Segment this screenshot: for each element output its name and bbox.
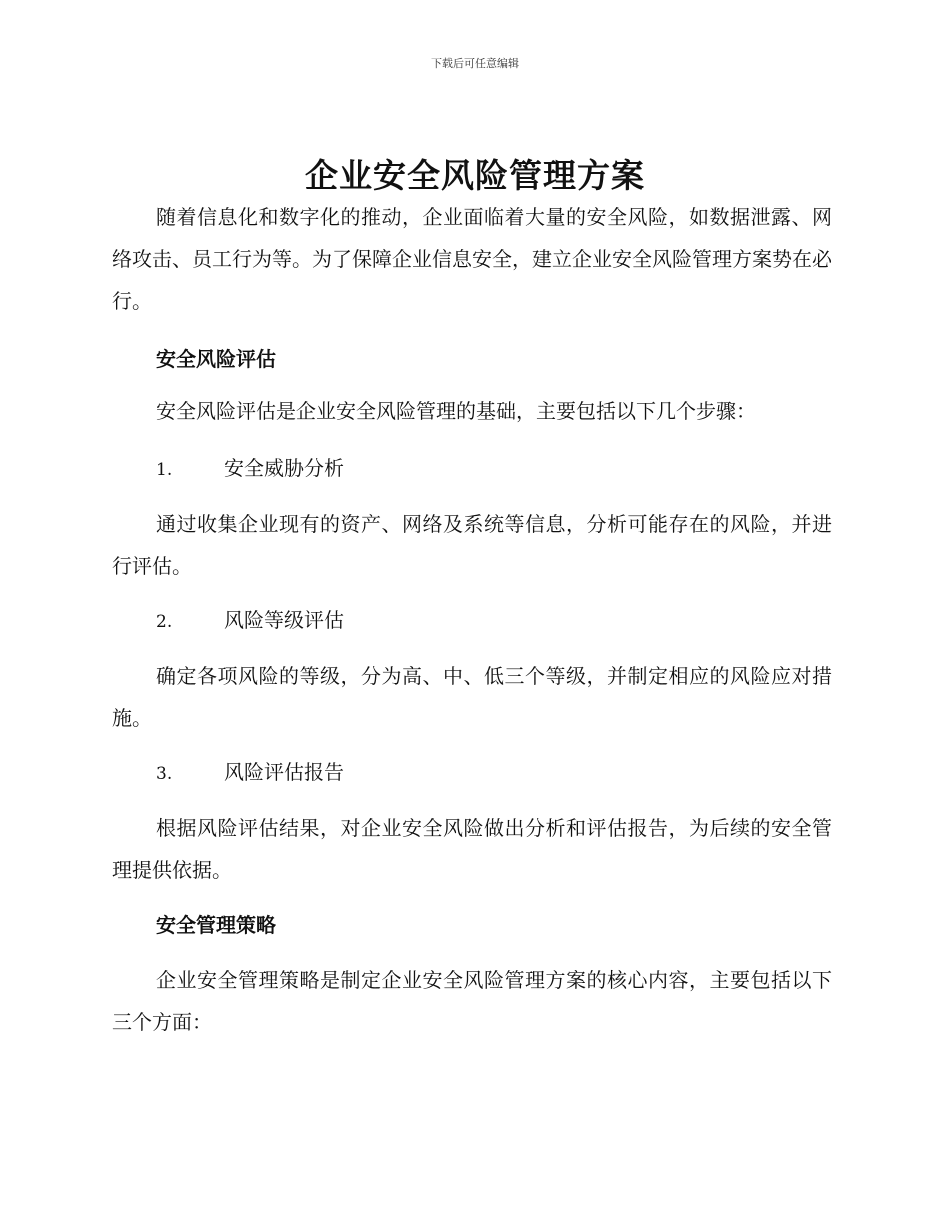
section-heading-security-strategy: 安全管理策略 xyxy=(156,913,276,937)
intro-paragraph: 随着信息化和数字化的推动，企业面临着大量的安全风险，如数据泄露、网络攻击、员工行为等。为了保障企业信息安全，建立企业安全风险管理方案势在必行。 xyxy=(112,205,832,313)
list-number: 1. xyxy=(156,460,173,480)
list-number: 2. xyxy=(156,612,173,632)
list-item-label: 风险评估报告 xyxy=(224,760,344,784)
list-item-2-text: 确定各项风险的等级，分为高、中、低三个等级，并制定相应的风险应对措施。 xyxy=(112,664,832,730)
list-item-label: 安全威胁分析 xyxy=(224,456,344,480)
header-note: 下载后可任意编辑 xyxy=(431,57,519,70)
list-item-1 xyxy=(156,447,876,491)
list-number: 3. xyxy=(156,764,173,784)
document-title: 企业安全风险管理方案 xyxy=(305,156,645,195)
section-heading-risk-assessment: 安全风险评估 xyxy=(156,347,276,371)
list-item-1-text: 通过收集企业现有的资产、网络及系统等信息，分析可能存在的风险，并进行评估。 xyxy=(112,512,832,578)
list-item-3-text: 根据风险评估结果，对企业安全风险做出分析和评估报告，为后续的安全管理提供依据。 xyxy=(112,816,832,882)
risk-assessment-lead: 安全风险评估是企业安全风险管理的基础，主要包括以下几个步骤： xyxy=(156,399,756,423)
list-item-2 xyxy=(156,599,876,643)
security-strategy-lead: 企业安全管理策略是制定企业安全风险管理方案的核心内容，主要包括以下三个方面： xyxy=(112,968,832,1034)
list-item-label: 风险等级评估 xyxy=(224,608,344,632)
list-item-3 xyxy=(156,751,876,795)
